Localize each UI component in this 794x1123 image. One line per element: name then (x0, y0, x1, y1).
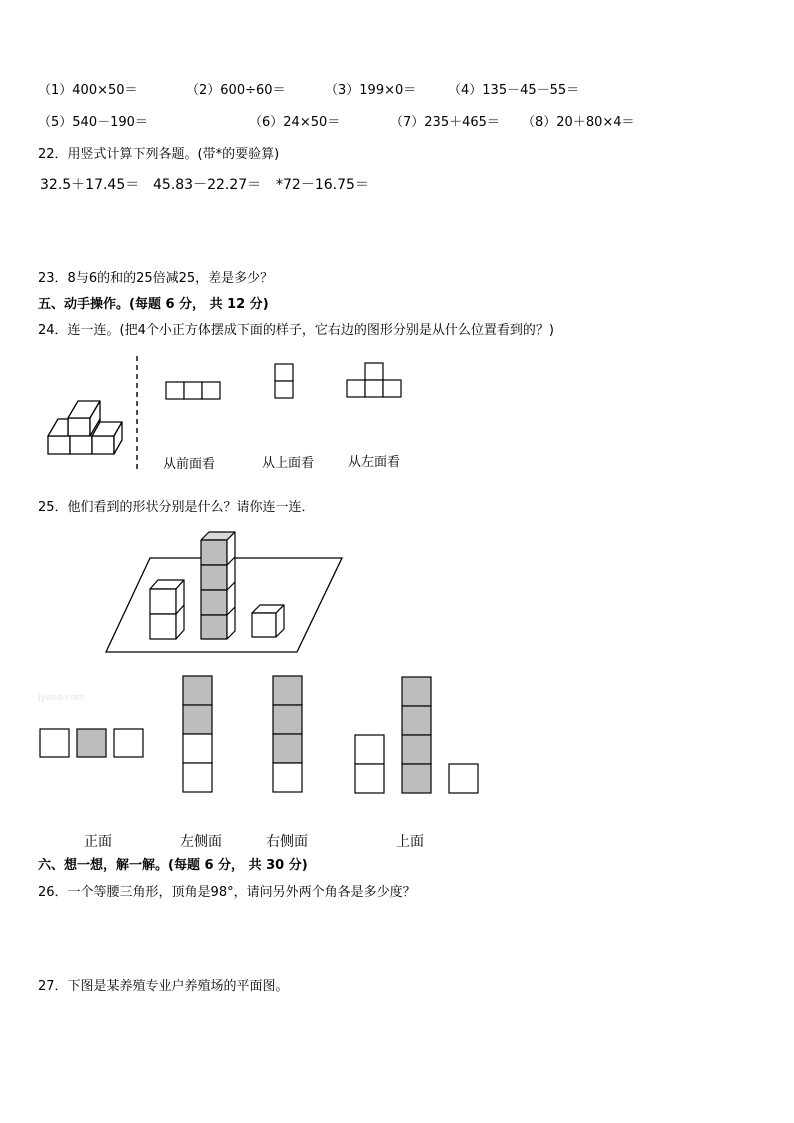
shape-option-top (355, 677, 478, 793)
view-label-front: 从前面看 (163, 457, 216, 472)
view-label-top: 从上面看 (262, 456, 315, 471)
calc-item-8: （8）20＋80×4＝ (522, 115, 635, 130)
section-5-heading: 五、动手操作。(每题 6 分， 共 12 分) (38, 297, 269, 312)
calc-item-2: （2）600÷60＝ (186, 83, 286, 98)
vertical-calc-3: *72－16.75＝ (276, 177, 369, 193)
cube-stack-tall (201, 532, 235, 639)
label-right-side: 右侧面 (266, 834, 308, 850)
calc-item-6: （6）24×50＝ (249, 115, 341, 130)
section-6-heading: 六、想一想，解一解。(每题 6 分， 共 30 分) (38, 858, 308, 873)
view-shape-row (166, 382, 220, 399)
question-22: 22．用竖式计算下列各题。(带*的要验算) (38, 147, 280, 162)
watermark: jyeoo.com (38, 693, 85, 703)
shape-option-front (40, 729, 143, 757)
question-26: 26．一个等腰三角形，顶角是98°，请问另外两个角各是多少度？ (38, 885, 416, 900)
shape-option-right-side (273, 676, 302, 792)
calc-item-7: （7）235＋465＝ (390, 115, 500, 130)
view-label-left: 从左面看 (348, 455, 401, 470)
calc-item-5: （5）540－190＝ (38, 115, 148, 130)
cube-single-right (252, 605, 284, 637)
view-shape-t (347, 363, 401, 397)
label-front: 正面 (84, 834, 112, 850)
calc-item-1: （1）400×50＝ (38, 83, 138, 98)
shape-option-left-side (183, 676, 212, 792)
calc-item-4: （4）135－45－55＝ (448, 83, 580, 98)
cube-stack-left (150, 580, 184, 639)
cube-stack-figure-24 (48, 401, 122, 454)
vertical-calc-1: 32.5＋17.45＝ (40, 177, 140, 193)
vertical-calc-2: 45.83－22.27＝ (153, 177, 262, 193)
question-25: 25．他们看到的形状分别是什么？请你连一连． (38, 500, 315, 515)
question-23: 23．8与6的和的25倍减25，差是多少？ (38, 271, 274, 286)
view-shape-column (275, 364, 293, 398)
label-left-side: 左侧面 (180, 834, 222, 850)
label-top: 上面 (396, 834, 424, 850)
calc-item-3: （3）199×0＝ (325, 83, 417, 98)
question-27: 27．下图是某养殖专业户养殖场的平面图。 (38, 979, 289, 994)
question-24: 24．连一连。(把4个小正方体摆成下面的样子，它右边的图形分别是从什么位置看到的？) (38, 323, 554, 338)
